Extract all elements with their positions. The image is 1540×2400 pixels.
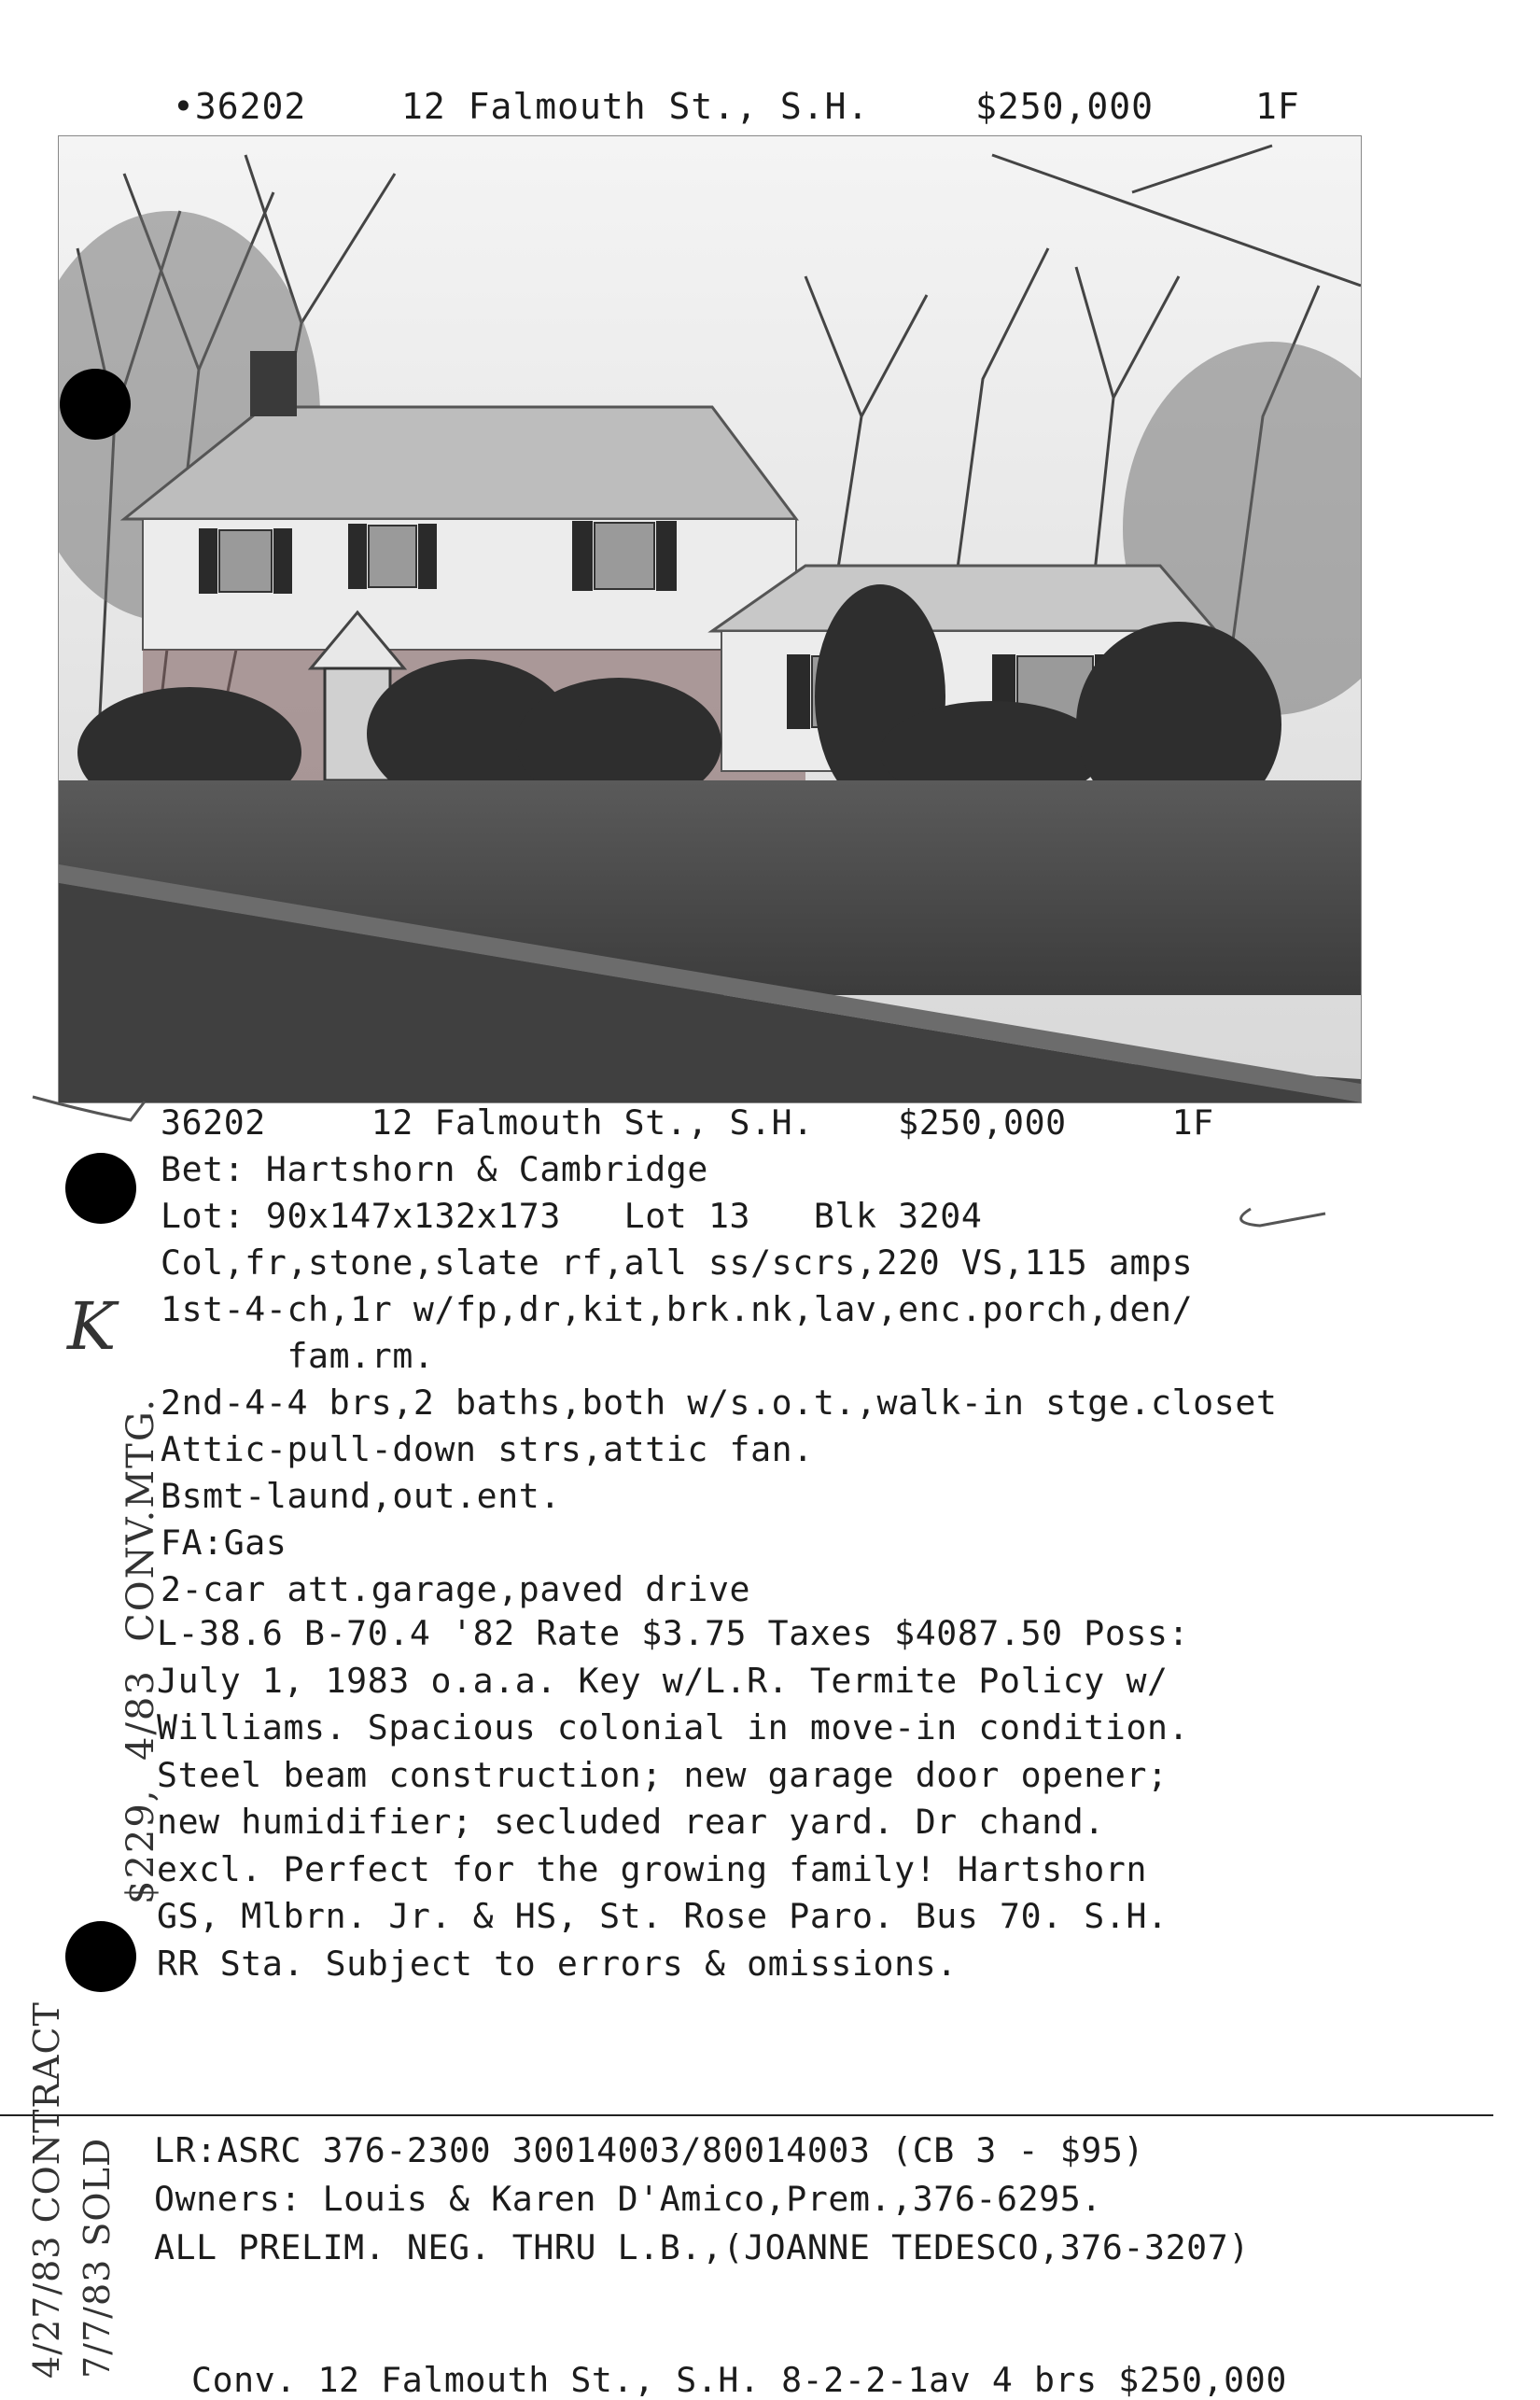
description-line: RR Sta. Subject to errors & omissions. [157, 1943, 958, 1984]
listing-line: Bet: Hartshorn & Cambridge [161, 1149, 708, 1189]
description-line: Steel beam construction; new garage door opener; [157, 1754, 1169, 1795]
check-mark-icon [1223, 1200, 1335, 1237]
listing-line: Col,fr,stone,slate rf,all ss/scrs,220 VS,115 amps [161, 1242, 1194, 1283]
footer-line: ALL PRELIM. NEG. THRU L.B.,(JOANNE TEDESCO,376-3207) [154, 2227, 1250, 2267]
punch-hole-middle [65, 1153, 136, 1224]
check-mark-icon [28, 1083, 149, 1139]
punch-hole-top [60, 369, 131, 440]
mls-number: •36202 [173, 86, 307, 127]
listing-line: Attic-pull-down strs,attic fan. [161, 1429, 814, 1469]
footer-line: Owners: Louis & Karen D'Amico,Prem.,376-6295. [154, 2179, 1102, 2219]
handwritten-initial: K [67, 1288, 117, 1365]
description-line: new humidifier; secluded rear yard. Dr chand. [157, 1802, 1105, 1842]
listing-footer [154, 2126, 1250, 2272]
listing-details [161, 1100, 1277, 1613]
listing-line: Bsmt-laund,out.ent. [161, 1476, 561, 1516]
description-line: Williams. Spacious colonial in move-in condition. [157, 1707, 1190, 1747]
punch-hole-bottom [65, 1921, 136, 1992]
price: $250,000 [975, 86, 1155, 127]
description-line: GS, Mlbrn. Jr. & HS, St. Rose Paro. Bus 70. S.H. [157, 1896, 1169, 1936]
cut-off-line: Conv. 12 Falmouth St., S.H. 8-2-2-1av 4 brs $250,000 [191, 2360, 1287, 2400]
listing-line: Lot: 90x147x132x173 Lot 13 Blk 3204 [161, 1196, 983, 1236]
handwritten-sale-note: $229, 4/83 CONV.MTG. [119, 1396, 162, 1904]
footer-line: LR:ASRC 376-2300 30014003/80014003 (CB 3 - $95) [154, 2130, 1145, 2170]
listing-description [157, 1610, 1189, 1987]
listing-line: 1st-4-ch,1r w/fp,dr,kit,brk.nk,lav,enc.porch,den/ [161, 1289, 1194, 1329]
listing-line: 2-car att.garage,paved drive [161, 1569, 751, 1609]
address: 12 Falmouth St., S.H. [401, 86, 870, 127]
listing-line: fam.rm. [161, 1336, 435, 1376]
listing-line: 36202 12 Falmouth St., S.H. $250,000 1F [161, 1102, 1214, 1143]
handwritten-contract-date: 4/27/83 CONTRACT [26, 2001, 67, 2379]
style-code: 1F [1255, 86, 1300, 127]
description-line: July 1, 1983 o.a.a. Key w/L.R. Termite Policy w/ [157, 1660, 1169, 1701]
listing-line: 2nd-4-4 brs,2 baths,both w/s.o.t.,walk-in stge.closet [161, 1382, 1278, 1423]
listing-line: FA:Gas [161, 1523, 287, 1563]
description-line: L-38.6 B-70.4 '82 Rate $3.75 Taxes $4087.50 Poss: [157, 1613, 1190, 1653]
separator-rule [0, 2114, 1493, 2116]
description-line: excl. Perfect for the growing family! Hartshorn [157, 1848, 1148, 1889]
handwritten-sold-date: 7/7/83 SOLD [77, 2137, 118, 2379]
house-photo [58, 135, 1362, 1103]
